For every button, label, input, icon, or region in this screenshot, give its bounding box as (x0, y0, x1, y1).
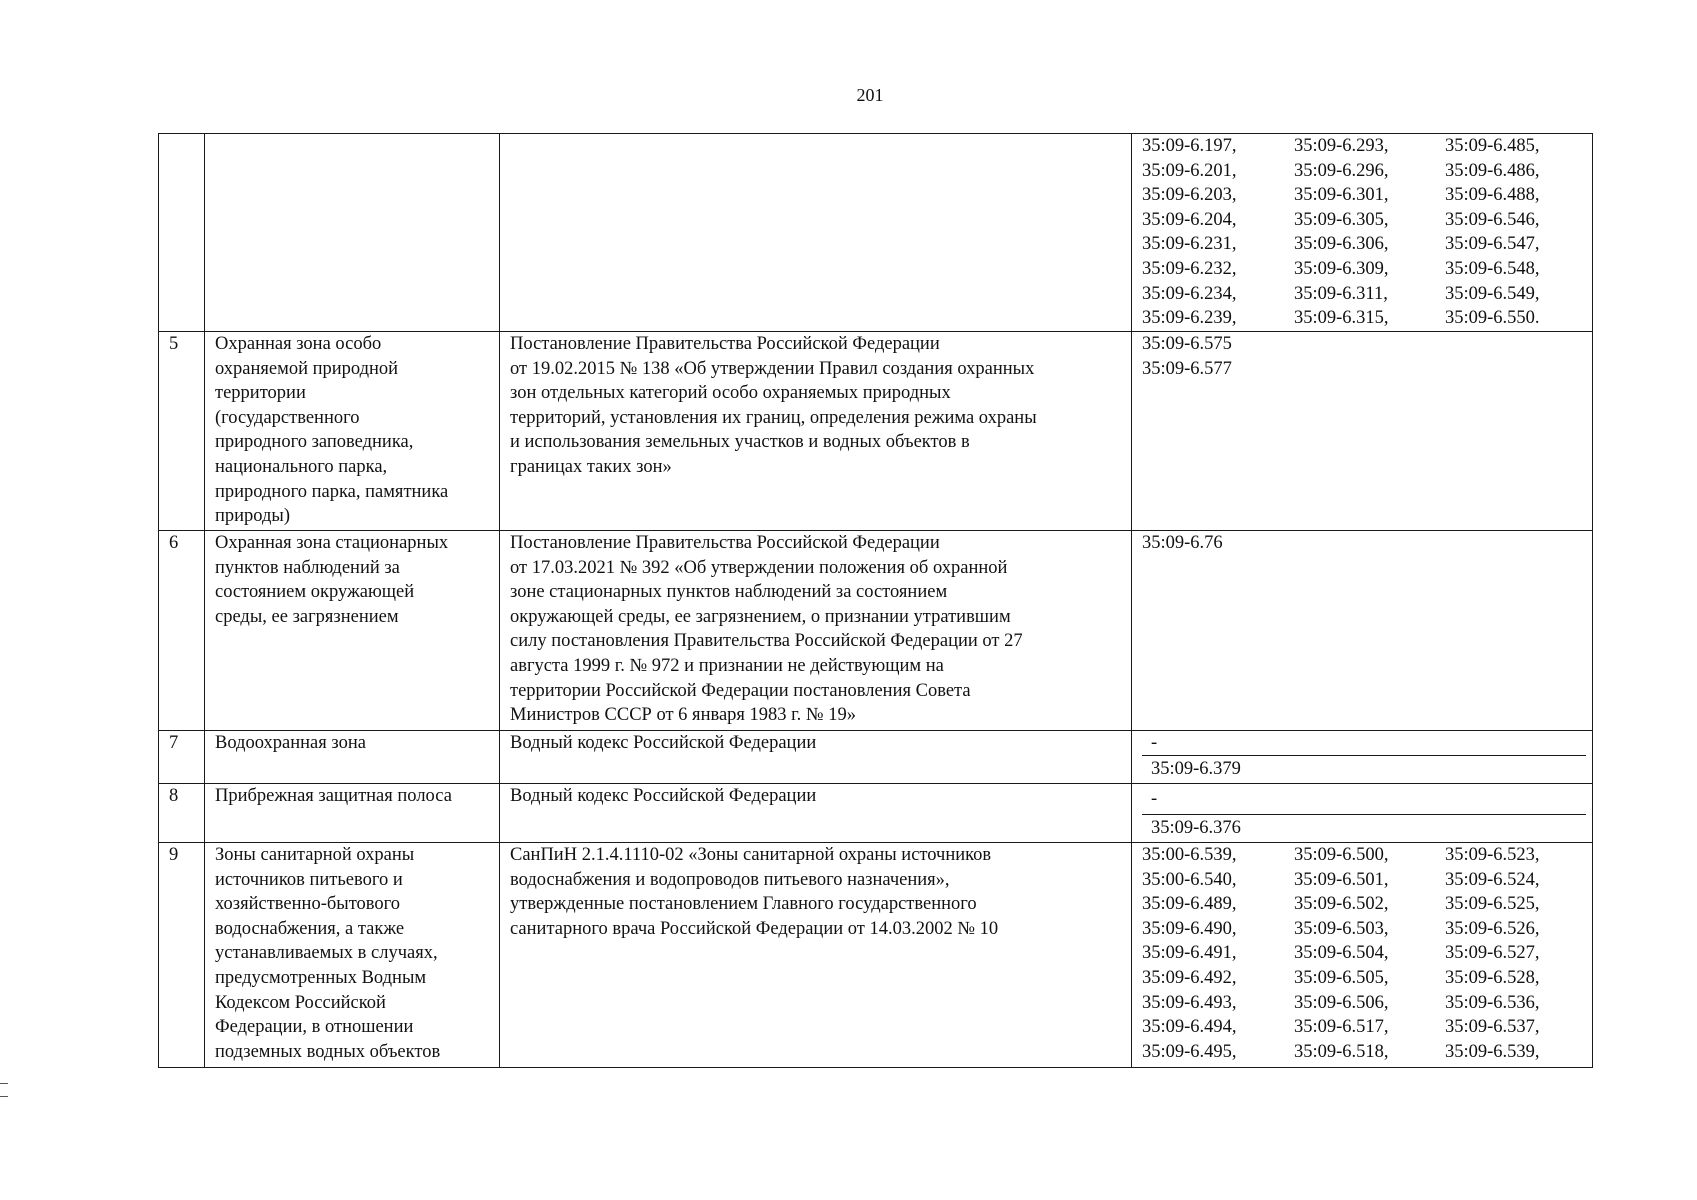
registry-code: 35:09-6.549, (1445, 283, 1540, 304)
code-grid (1142, 843, 1586, 1064)
registry-code: 35:09-6.315, (1294, 308, 1389, 329)
registry-code: 35:09-6.547, (1445, 234, 1540, 255)
registry-code: 35:09-6.494, (1142, 1017, 1237, 1038)
zone-name (205, 134, 500, 332)
registry-code: 35:09-6.518, (1294, 1041, 1389, 1062)
registry-code: 35:09-6.201, (1142, 160, 1237, 181)
row-number (159, 134, 205, 332)
registry-codes (1132, 531, 1593, 731)
zone-name: Охранная зона особо охраняемой природной территории (государственного природного заповедника, национального парка, природного парка, памятника природы) (205, 332, 500, 531)
legal-basis: Водный кодекс Российской Федерации (500, 784, 1132, 843)
table-row (159, 134, 1593, 332)
legal-basis: Постановление Правительства Российской Федерации от 17.03.2021 № 392 «Об утверждении положения об охранной зоне стационарных пунктов наблюдений за состоянием окружающей среды, ее загрязнением, о признании утратившим силу постановления Правительства Российской Федерации от 27 августа 1999 г. № 972 и признании не действующим на территории Российской Федерации постановления Совета Министров СССР от 6 января 1983 г. № 19» (500, 531, 1132, 731)
registry-code: 35:09-6.524, (1445, 869, 1540, 890)
registry-code: 35:09-6.76 (1142, 533, 1223, 553)
registry-code: 35:09-6.577 (1142, 358, 1232, 379)
registry-code: 35:09-6.527, (1445, 943, 1540, 964)
zones-table (158, 133, 1593, 1068)
row-number: 8 (159, 784, 205, 843)
registry-code: 35:09-6.536, (1445, 992, 1540, 1013)
registry-code: 35:09-6.539, (1445, 1041, 1540, 1062)
registry-code: 35:09-6.537, (1445, 1017, 1540, 1038)
registry-code: 35:09-6.502, (1294, 894, 1389, 915)
zone-name: Охранная зона стационарных пунктов наблюдений за состоянием окружающей среды, ее загрязнением (205, 531, 500, 731)
registry-code: 35:09-6.234, (1142, 283, 1237, 304)
registry-code: 35:09-6.492, (1142, 967, 1237, 988)
table-row (159, 332, 1593, 531)
page-number: 201 (856, 85, 884, 105)
registry-codes (1132, 843, 1593, 1068)
registry-code: 35:09-6.500, (1294, 845, 1389, 865)
registry-code: 35:09-6.491, (1142, 943, 1237, 964)
registry-codes (1132, 784, 1593, 843)
registry-code-none: - (1142, 784, 1586, 815)
registry-code: 35:09-6.501, (1294, 869, 1389, 890)
registry-code: 35:09-6.197, (1142, 136, 1237, 156)
registry-code: 35:09-6.493, (1142, 992, 1237, 1013)
registry-code: 35:09-6.528, (1445, 967, 1540, 988)
registry-code: 35:09-6.575 (1142, 334, 1232, 354)
legal-basis: Водный кодекс Российской Федерации (500, 731, 1132, 784)
registry-code: 35:09-6.495, (1142, 1041, 1237, 1062)
registry-code: 35:09-6.489, (1142, 894, 1237, 915)
table-row (159, 784, 1593, 843)
registry-code-none: - (1142, 731, 1586, 756)
registry-code: 35:09-6.550. (1445, 308, 1540, 329)
registry-code: 35:09-6.486, (1445, 160, 1540, 181)
row-number: 9 (159, 843, 205, 1068)
table-row (159, 843, 1593, 1068)
legal-basis: Постановление Правительства Российской Федерации от 19.02.2015 № 138 «Об утверждении Правил создания охранных зон отдельных категорий особо охраняемых природных территорий, установления их границ, определения режима охраны и использования земельных участков и водных объектов в границах таких зон» (500, 332, 1132, 531)
registry-code: 35:09-6.296, (1294, 160, 1389, 181)
registry-code: 35:09-6.376 (1151, 818, 1241, 838)
registry-code: 35:09-6.293, (1294, 136, 1389, 156)
registry-code: 35:09-6.203, (1142, 185, 1237, 206)
table-row (159, 731, 1593, 784)
registry-code: 35:09-6.232, (1142, 258, 1237, 279)
code-grid (1142, 134, 1586, 331)
row-number: 5 (159, 332, 205, 531)
registry-code: 35:09-6.523, (1445, 845, 1540, 865)
registry-code: 35:09-6.204, (1142, 209, 1237, 230)
registry-codes (1132, 332, 1593, 531)
registry-code: 35:09-6.485, (1445, 136, 1540, 156)
registry-codes (1132, 134, 1593, 332)
registry-code: 35:09-6.546, (1445, 209, 1540, 230)
registry-code: 35:09-6.301, (1294, 185, 1389, 206)
registry-code: 35:09-6.548, (1445, 258, 1540, 279)
row-number: 7 (159, 731, 205, 784)
legal-basis (500, 134, 1132, 332)
registry-code: 35:09-6.488, (1445, 185, 1540, 206)
registry-code: 35:00-6.540, (1142, 869, 1237, 890)
registry-code: 35:09-6.504, (1294, 943, 1389, 964)
registry-code: 35:09-6.306, (1294, 234, 1389, 255)
legal-basis: СанПиН 2.1.4.1110-02 «Зоны санитарной охраны источников водоснабжения и водопроводов питьевого назначения», утвержденные постановлением Главного государственного санитарного врача Российской Федерации от 14.03.2002 № 10 (500, 843, 1132, 1068)
registry-code: 35:09-6.505, (1294, 967, 1389, 988)
registry-code: 35:09-6.490, (1142, 918, 1237, 939)
registry-code: 35:09-6.305, (1294, 209, 1389, 230)
registry-code: 35:09-6.517, (1294, 1017, 1389, 1038)
registry-code: 35:09-6.526, (1445, 918, 1540, 939)
table-row (159, 531, 1593, 731)
registry-code: 35:09-6.379 (1151, 759, 1241, 779)
registry-codes (1132, 731, 1593, 784)
zone-name: Прибрежная защитная полоса (205, 784, 500, 843)
registry-code: 35:09-6.503, (1294, 918, 1389, 939)
row-number: 6 (159, 531, 205, 731)
registry-code: 35:00-6.539, (1142, 845, 1237, 865)
registry-code: 35:09-6.311, (1294, 283, 1388, 304)
registry-code: 35:09-6.525, (1445, 894, 1540, 915)
margin-mark (0, 1083, 8, 1097)
registry-code: 35:09-6.506, (1294, 992, 1389, 1013)
zone-name: Водоохранная зона (205, 731, 500, 784)
registry-code: 35:09-6.309, (1294, 258, 1389, 279)
registry-code: 35:09-6.231, (1142, 234, 1237, 255)
zone-name: Зоны санитарной охраны источников питьевого и хозяйственно-бытового водоснабжения, а также устанавливаемых в случаях, предусмотренных Водным Кодексом Российской Федерации, в отношении подземных водных объектов (205, 843, 500, 1068)
registry-code: 35:09-6.239, (1142, 308, 1237, 329)
